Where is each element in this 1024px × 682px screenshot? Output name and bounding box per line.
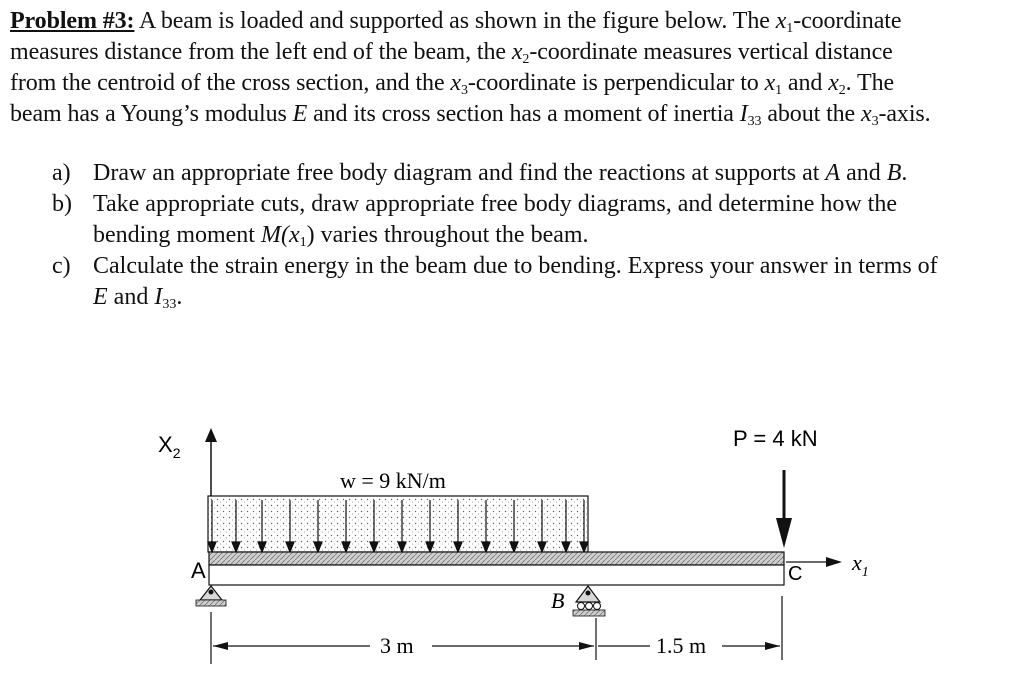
support-a-pin (196, 586, 226, 606)
part-a-marker: a) (52, 160, 71, 186)
statement-line-3: from the centroid of the cross section, and the $x_3$-coordinate is perpendicular to $x_1$ and $x_2$. The (10, 70, 895, 98)
beam-top-face (209, 552, 784, 565)
dimension-1-5m-label: 1.5 m (656, 633, 707, 658)
point-c-label: C (788, 563, 803, 585)
x2-axis-arrowhead (205, 428, 217, 442)
distributed-load (208, 468, 588, 552)
part-a: a) Draw an appropriate free body diagram and find the reactions at supports at A and B. (52, 158, 1022, 189)
point-load-arrowhead (776, 518, 792, 548)
part-c-marker: c) (52, 253, 71, 279)
support-b-roller (573, 586, 605, 616)
part-b-marker: b) (52, 191, 72, 217)
point-a-label: A (191, 558, 206, 583)
beam-body (209, 565, 784, 585)
x2-axis-label: $X_2$ (158, 432, 181, 461)
x1-axis-arrowhead (826, 557, 842, 567)
point-load (733, 426, 818, 548)
support-b-roller-1 (578, 603, 585, 610)
statement-line-4: beam has a Young’s modulus E and its cross section has a moment of inertia $I_{33}$ about the $x_3$-axis. (10, 101, 931, 129)
part-c: c) Calculate the strain energy in the beam due to bending. Express your answer in terms of E and $I_{33}$. (52, 253, 938, 312)
support-a-ground (196, 600, 226, 606)
point-b-label: B (551, 588, 565, 613)
dimension-3m-label: 3 m (380, 633, 414, 658)
statement-line-2: measures distance from the left end of the beam, the $x_2$-coordinate measures vertical distance (10, 39, 893, 67)
statement-line-1: Problem #3: A beam is loaded and supported as shown in the figure below. The $x_1$-coordinate (10, 8, 902, 36)
dimensions (211, 596, 782, 664)
beam (209, 552, 784, 585)
problem-label: Problem #3: (10, 8, 135, 34)
x1-axis-label: $x_1$ (852, 550, 869, 580)
part-b: b) Take appropriate cuts, draw appropriate free body diagrams, and determine how the bending moment $M(x_1)$ varies throughout the beam. (52, 191, 897, 250)
support-b-ground (573, 610, 605, 616)
distributed-load-label: w = 9 kN/m (340, 468, 446, 493)
support-b-roller-3 (594, 603, 601, 610)
point-load-label: P = 4 kN (733, 426, 818, 451)
support-b-roller-2 (586, 603, 593, 610)
